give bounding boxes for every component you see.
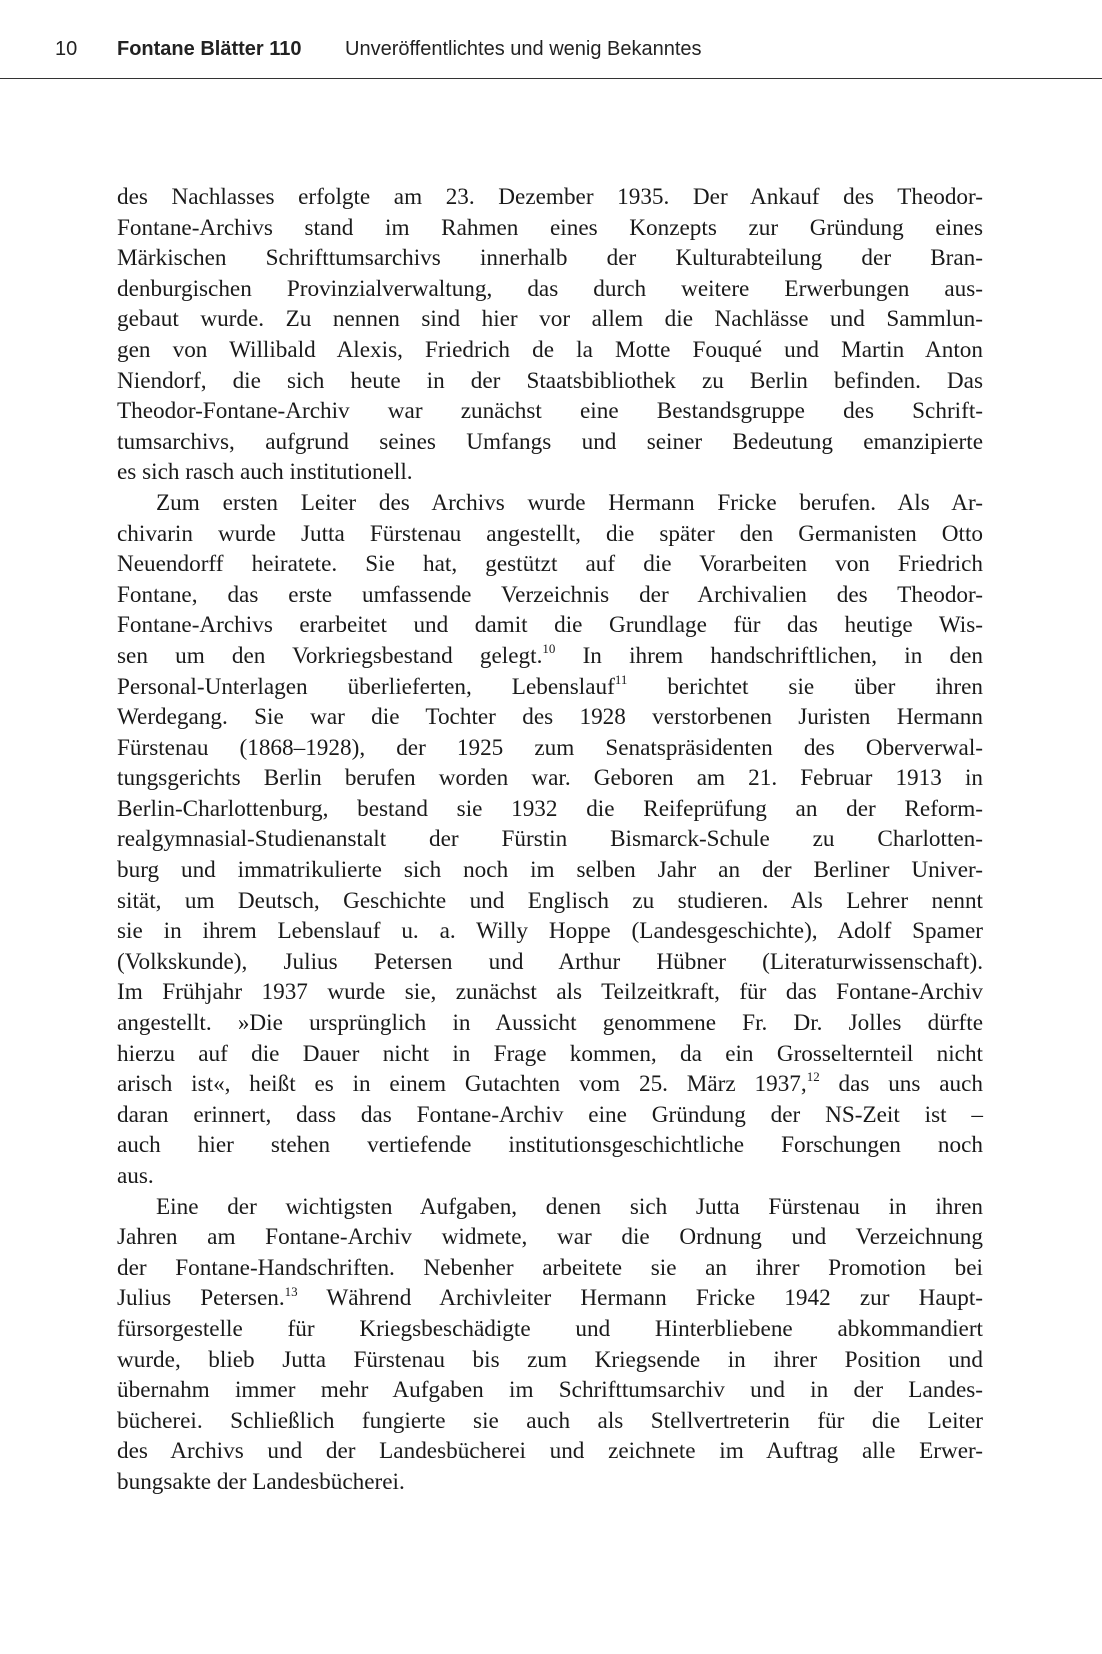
text-line: Neuendorff heiratete. Sie hat, gestützt auf die Vorarbeiten von Friedrich (117, 551, 983, 578)
body-text (117, 182, 983, 1498)
text-line: des Archivs und der Landesbücherei und zeichnete im Auftrag alle Erwer- (117, 1438, 983, 1465)
paragraph (117, 488, 983, 1192)
footnote-marker: 10 (542, 641, 556, 657)
text-line: burg und immatrikulierte sich noch im selben Jahr an der Berliner Univer- (117, 857, 983, 884)
text-line: auch hier stehen vertiefende institutionsgeschichtliche Forschungen noch (117, 1132, 983, 1159)
text-line: sität, um Deutsch, Geschichte und Englisch zu studieren. Als Lehrer nennt (117, 887, 983, 914)
running-header (0, 34, 1102, 78)
text-line: Fontane, das erste umfassende Verzeichnis der Archivalien des Theodor- (117, 581, 983, 608)
text-line (117, 1283, 983, 1314)
text-line: Niendorf, die sich heute in der Staatsbibliothek zu Berlin befinden. Das (117, 367, 983, 394)
text-line: Theodor-Fontane-Archiv war zunächst eine Bestandsgruppe des Schrift- (117, 398, 983, 425)
text-line: bungsakte der Landesbücherei. (117, 1468, 405, 1495)
text-line: Märkischen Schrifttumsarchivs innerhalb der Kulturabteilung der Bran- (117, 245, 983, 272)
text-line: sie in ihrem Lebenslauf u. a. Willy Hoppe (Landesgeschichte), Adolf Spamer (117, 918, 983, 945)
text-line: Zum ersten Leiter des Archivs wurde Hermann Fricke berufen. Als Ar- (156, 489, 983, 516)
text-segment: sen um den Vorkriegsbestand gelegt. (117, 642, 543, 669)
text-line: der Fontane-Handschriften. Nebenher arbeitete sie an ihrer Promotion bei (117, 1254, 983, 1281)
text-line: Fontane-Archivs erarbeitet und damit die Grundlage für das heutige Wis- (117, 612, 983, 639)
text-line (117, 641, 983, 672)
text-line: gen von Willibald Alexis, Friedrich de la Motte Fouqué und Martin Anton (117, 336, 983, 363)
text-line: Werdegang. Sie war die Tochter des 1928 verstorbenen Juristen Hermann (117, 704, 983, 731)
section-title: Unveröffentlichtes und wenig Bekanntes (345, 38, 702, 60)
text-line: Eine der wichtigsten Aufgaben, denen sich Jutta Fürstenau in ihren (156, 1193, 983, 1220)
text-line: es sich rasch auch institutionell. (117, 459, 413, 486)
text-segment: Während Archivleiter Hermann Fricke 1942 zur Haupt- (297, 1285, 983, 1312)
text-segment: arisch ist«, heißt es in einem Gutachten vom 25. März 1937, (117, 1071, 807, 1098)
text-line (117, 672, 983, 703)
text-line: denburgischen Provinzialverwaltung, das durch weitere Erwerbungen aus- (117, 275, 983, 302)
text-line: fürsorgestelle für Kriegsbeschädigte und Hinterbliebene abkommandiert (117, 1315, 983, 1342)
footnote-marker: 11 (614, 671, 628, 687)
text-segment: das uns auch (819, 1071, 983, 1098)
text-segment: Julius Petersen. (117, 1285, 285, 1312)
text-line: tungsgerichts Berlin berufen worden war. Geboren am 21. Februar 1913 in (117, 765, 983, 792)
text-line: tumsarchivs, aufgrund seines Umfangs und seiner Bedeutung emanzipierte (117, 428, 983, 455)
text-line: realgymnasial-Studienanstalt der Fürstin Bismarck-Schule zu Charlotten- (117, 826, 983, 853)
text-line: übernahm immer mehr Aufgaben im Schrifttumsarchiv und in der Landes- (117, 1377, 983, 1404)
text-line: Jahren am Fontane-Archiv widmete, war die Ordnung und Verzeichnung (117, 1224, 983, 1251)
journal-title: Fontane Blätter 110 (117, 38, 302, 60)
text-line: Berlin-Charlottenburg, bestand sie 1932 die Reifeprüfung an der Reform- (117, 795, 983, 822)
text-line: Im Frühjahr 1937 wurde sie, zunächst als Teilzeitkraft, für das Fontane-Archiv (117, 979, 983, 1006)
page-number: 10 (55, 38, 78, 60)
paragraph (117, 1192, 983, 1498)
text-line: wurde, blieb Jutta Fürstenau bis zum Kriegsende in ihrer Position und (117, 1346, 983, 1373)
text-line: chivarin wurde Jutta Fürstenau angestellt, die später den Germanisten Otto (117, 520, 983, 547)
text-line: Fürstenau (1868–1928), der 1925 zum Senatspräsidenten des Oberverwal- (117, 734, 983, 761)
paragraph (117, 182, 983, 488)
text-line: hierzu auf die Dauer nicht in Frage kommen, da ein Grosselternteil nicht (117, 1040, 983, 1067)
footnote-marker: 12 (806, 1069, 820, 1085)
text-line: Fontane-Archivs stand im Rahmen eines Konzepts zur Gründung eines (117, 214, 983, 241)
footnote-marker: 13 (284, 1283, 298, 1299)
header-rule (0, 78, 1102, 79)
text-line: aus. (117, 1163, 154, 1189)
text-line: gebaut wurde. Zu nennen sind hier vor allem die Nachlässe und Sammlun- (117, 306, 983, 333)
text-line: angestellt. »Die ursprünglich in Aussicht genommene Fr. Dr. Jolles dürfte (117, 1010, 983, 1037)
text-segment: In ihrem handschriftlichen, in den (555, 642, 983, 669)
text-line: (Volkskunde), Julius Petersen und Arthur Hübner (Literaturwissenschaft). (117, 948, 983, 975)
text-segment: berichtet sie über ihren (627, 673, 984, 700)
text-line: daran erinnert, dass das Fontane-Archiv eine Gründung der NS-Zeit ist – (117, 1101, 983, 1128)
text-line: des Nachlasses erfolgte am 23. Dezember 1935. Der Ankauf des Theodor- (117, 184, 983, 210)
text-line: bücherei. Schließlich fungierte sie auch als Stellvertreterin für die Leiter (117, 1407, 983, 1434)
text-segment: Personal-Unterlagen überlieferten, Lebenslauf (117, 673, 615, 700)
text-line (117, 1069, 983, 1100)
